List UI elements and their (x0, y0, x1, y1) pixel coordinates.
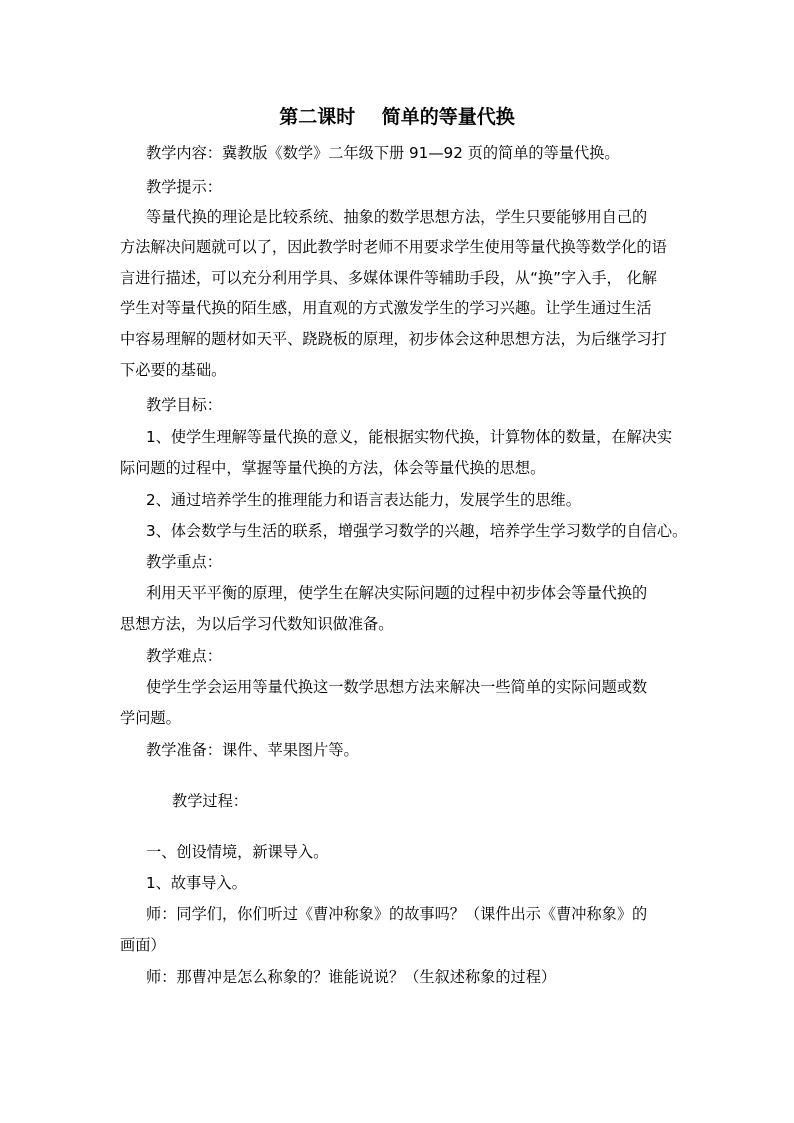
goal-heading: 教学目标： (146, 396, 222, 414)
key-heading: 教学重点： (146, 553, 222, 571)
process-heading: 教学过程： (172, 792, 248, 810)
lesson-title: 第二课时 简单的等量代换 (279, 106, 515, 128)
hint-line: 学生对等量代换的陌生感，用直观的方式激发学生的学习兴趣。让学生通过生活 (120, 299, 652, 317)
goal-line: 3、体会数学与生活的联系，增强学习数学的兴趣，培养学生学习数学的自信心。 (146, 522, 688, 540)
preparation-line: 教学准备：课件、苹果图片等。 (146, 741, 359, 759)
hint-line: 方法解决问题就可以了，因此教学时老师不用要求学生使用等量代换等数学化的语 (120, 238, 667, 256)
key-line: 利用天平平衡的原理，使学生在解决实际问题的过程中初步体会等量代换的 (146, 584, 648, 602)
hint-heading: 教学提示： (146, 178, 222, 196)
hint-line: 等量代换的理论是比较系统、抽象的数学思想方法，学生只要能够用自己的 (146, 208, 648, 226)
key-line: 思想方法，为以后学习代数知识做准备。 (120, 615, 394, 633)
hint-line: 下必要的基础。 (120, 361, 227, 379)
goal-line: 2、通过培养学生的推理能力和语言表达能力，发展学生的思维。 (146, 491, 581, 509)
teaching-content: 教学内容：冀教版《数学》二年级下册 91—92 页的简单的等量代换。 (146, 144, 620, 162)
difficulty-heading: 教学难点： (146, 647, 222, 665)
hint-line: 言进行描述，可以充分利用学具、多媒体课件等辅助手段，从“换”字入手， 化解 (120, 269, 657, 287)
hint-line: 中容易理解的题材如天平、跷跷板的原理，初步体会这种思想方法，为后继学习打 (120, 330, 667, 348)
difficulty-line: 学问题。 (120, 709, 181, 727)
process-line: 师：同学们，你们听过《曹冲称象》的故事吗？（课件出示《曹冲称象》的 (146, 905, 648, 923)
goal-line: 际问题的过程中，掌握等量代换的方法，体会等量代换的思想。 (120, 459, 546, 477)
process-line: 师：那曹冲是怎么称象的？谁能说说？（生叙述称象的过程） (146, 968, 557, 986)
process-line: 画面） (120, 936, 166, 954)
goal-line: 1、使学生理解等量代换的意义，能根据实物代换，计算物体的数量，在解决实 (146, 428, 673, 446)
process-line: 一、创设情境，新课导入。 (146, 843, 329, 861)
process-line: 1、故事导入。 (146, 874, 247, 892)
difficulty-line: 使学生学会运用等量代换这一数学思想方法来解决一些简单的实际问题或数 (146, 678, 648, 696)
